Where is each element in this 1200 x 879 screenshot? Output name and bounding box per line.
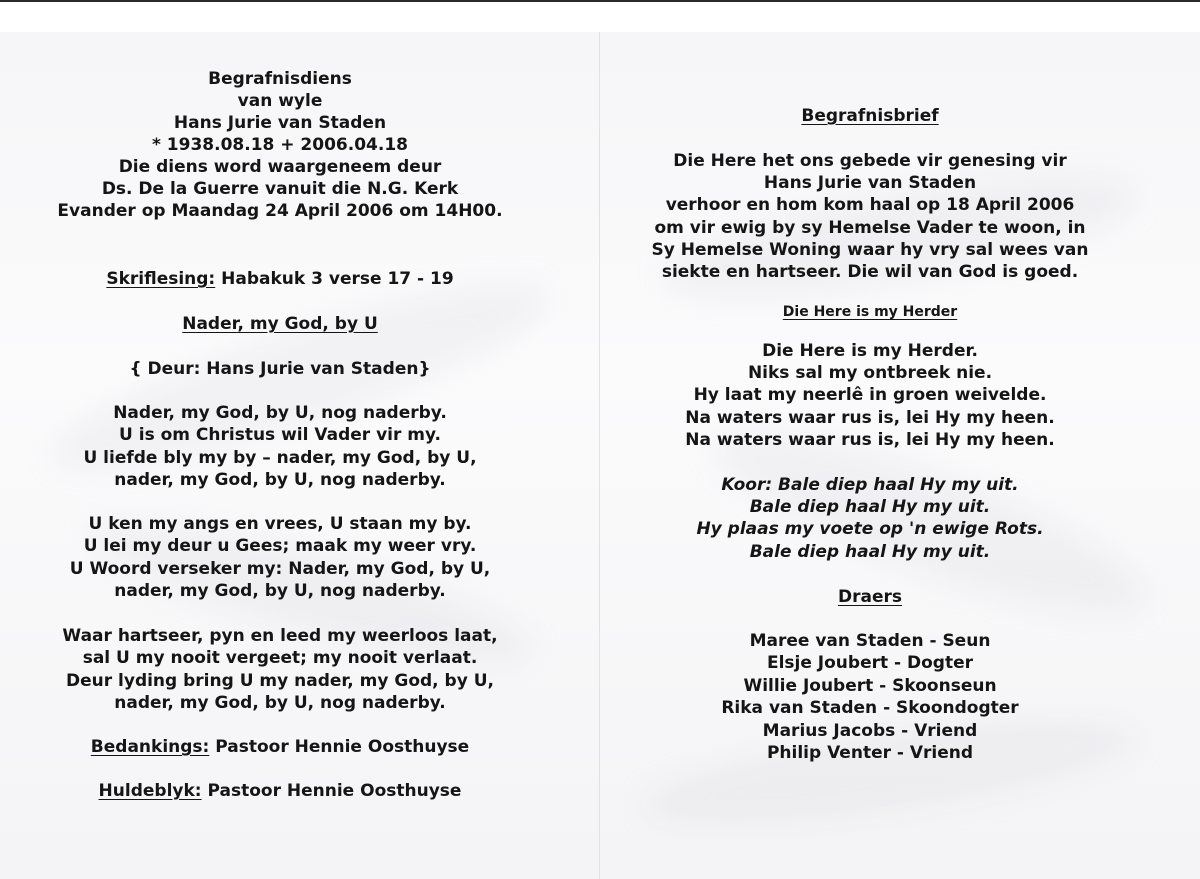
hymn-line: nader, my God, by U, nog naderby.: [114, 581, 446, 601]
bearer-entry: Marius Jacobs - Vriend: [762, 721, 978, 741]
hymn-line: Deur lyding bring U my nader, my God, by U,: [65, 671, 494, 691]
psalm-line: Niks sal my ontbreek nie.: [747, 363, 993, 383]
letter-line: Die Here het ons gebede vir genesing vir: [673, 151, 1067, 171]
hymn-line: U Woord verseker my: Nader, my God, by U,: [69, 559, 491, 579]
hymn-line: U is om Christus wil Vader vir my.: [119, 425, 441, 445]
life-dates: * 1938.08.18 + 2006.04.18: [152, 135, 408, 155]
hymn-title: Nader, my God, by U: [182, 314, 378, 334]
tribute-label: Huldeblyk:: [98, 781, 202, 801]
thanks-text: Pastoor Hennie Oosthuyse: [215, 737, 470, 757]
chorus-line: Hy plaas my voete op 'n ewige Rots.: [696, 519, 1044, 539]
scripture-text: Habakuk 3 verse 17 - 19: [221, 269, 454, 289]
hymn-line: U liefde bly my by – nader, my God, by U,: [83, 448, 477, 468]
psalm-line: Na waters waar rus is, lei Hy my heen.: [685, 430, 1055, 450]
chorus-line: Koor: Bale diep haal Hy my uit.: [721, 475, 1019, 495]
bearers-title: Draers: [838, 587, 902, 607]
hymn-line: nader, my God, by U, nog naderby.: [114, 470, 446, 490]
service-line: Die diens word waargeneem deur: [118, 157, 442, 177]
service-title: Begrafnisdiens: [208, 69, 352, 89]
tribute-text: Pastoor Hennie Oosthuyse: [207, 781, 462, 801]
psalm-line: Hy laat my neerlê in groen weivelde.: [693, 385, 1047, 405]
hymn-line: Nader, my God, by U, nog naderby.: [113, 403, 447, 423]
thanks-label: Bedankings:: [90, 737, 210, 757]
van-wyle: van wyle: [237, 91, 323, 111]
hymn-line: sal U my nooit vergeet; my nooit verlaat.: [82, 648, 478, 668]
service-line: Ds. De la Guerre vanuit die N.G. Kerk: [101, 179, 459, 199]
service-line: Evander op Maandag 24 April 2006 om 14H00.: [57, 201, 503, 221]
hymn-credit: { Deur: Hans Jurie van Staden}: [129, 359, 431, 379]
letter-line: verhoor en hom kom haal op 18 April 2006: [665, 195, 1075, 215]
deceased-name: Hans Jurie van Staden: [173, 113, 387, 133]
tribute-line: [20, 780, 540, 802]
page-fold: [599, 32, 600, 879]
bearer-entry: Elsje Joubert - Dogter: [766, 653, 974, 673]
letter-line: om vir ewig by sy Hemelse Vader te woon, in: [654, 218, 1086, 238]
bearer-entry: Maree van Staden - Seun: [749, 631, 991, 651]
hymn-line: U ken my angs en vrees, U staan my by.: [88, 514, 472, 534]
bearer-entry: Philip Venter - Vriend: [766, 743, 974, 763]
hymn-line: nader, my God, by U, nog naderby.: [114, 693, 446, 713]
letter-line: siekte en hartseer. Die wil van God is goed.: [661, 262, 1079, 282]
letter-line: Sy Hemelse Woning waar hy vry sal wees van: [651, 240, 1089, 260]
psalm-title: Die Here is my Herder: [782, 304, 958, 320]
psalm-line: Na waters waar rus is, lei Hy my heen.: [685, 408, 1055, 428]
bearer-entry: Willie Joubert - Skoonseun: [743, 676, 997, 696]
chorus-line: Bale diep haal Hy my uit.: [749, 497, 991, 517]
letter-line: Hans Jurie van Staden: [763, 173, 977, 193]
bearer-entry: Rika van Staden - Skoondogter: [721, 698, 1019, 718]
chorus-line: Bale diep haal Hy my uit.: [749, 542, 991, 562]
scan-top-border: [0, 0, 1200, 2]
scripture-reading: [20, 268, 540, 290]
letter-title: Begrafnisbrief: [801, 106, 939, 126]
thanks-line: [20, 736, 540, 758]
scripture-label: Skriflesing:: [106, 269, 216, 289]
hymn-line: U lei my deur u Gees; maak my weer vry.: [83, 536, 477, 556]
psalm-line: Die Here is my Herder.: [762, 341, 978, 361]
hymn-line: Waar hartseer, pyn en leed my weerloos laat,: [62, 626, 498, 646]
